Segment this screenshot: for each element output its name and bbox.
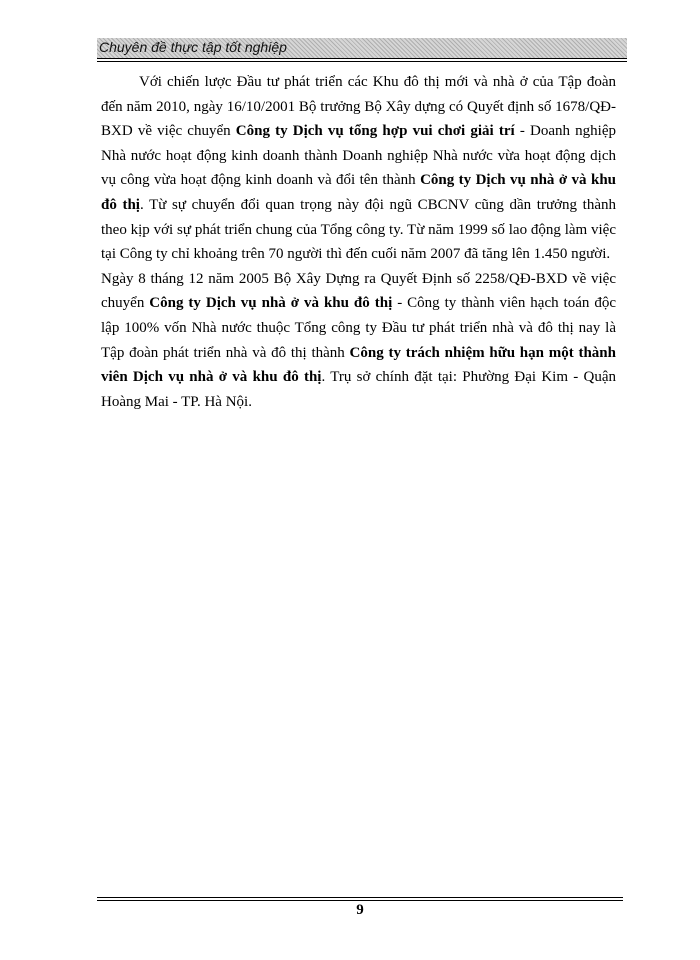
- page-header-band: [97, 38, 627, 58]
- document-body: [101, 70, 616, 414]
- paragraph-1: [101, 70, 616, 267]
- paragraph-2: [101, 267, 616, 415]
- header-rule-top: [97, 58, 627, 59]
- footer-rule-top: [97, 897, 623, 898]
- page-number: 9: [356, 902, 364, 918]
- header-rule-bottom: [97, 61, 627, 62]
- footer-rule-bottom: [97, 900, 623, 901]
- header-title: Chuyên đề thực tập tốt nghiệp: [99, 39, 287, 55]
- p2-run-0: Ngày 8 tháng 12 năm 2005 Bộ Xây Dựng ra Quyết Định số 2258/QĐ-BXD về việc chuyển: [101, 270, 616, 312]
- p2-run-1: Công ty Dịch vụ nhà ở và khu đô thị: [149, 295, 393, 312]
- p1-run-2: - Doanh nghiệp Nhà nước hoạt động kinh doanh thành Doanh nghiệp Nhà nước vừa hoạt động dịch vụ công vừa hoạt động kinh doanh và đổi tên thành: [101, 123, 616, 189]
- p2-run-4: . Trụ sở chính đặt tại: Phường Đại Kim - Quận Hoàng Mai - TP. Hà Nội.: [101, 369, 617, 410]
- p2-run-2: - Công ty thành viên hạch toán độc lập 100% vốn Nhà nước thuộc Tổng công ty Đầu tư phát triển nhà và đô thị nay là Tập đoàn phát triển nhà và đô thị thành: [101, 295, 616, 361]
- p1-run-3: Công ty Dịch vụ nhà ở và khu đô thị: [101, 172, 616, 213]
- p1-run-4: . Từ sự chuyển đổi quan trọng này đội ngũ CBCNV cũng dần trưởng thành theo kịp với sự phát triển chung của Tổng công ty. Từ năm 1999 số lao động làm việc tại Công ty chỉ khoảng trên 70 người thì đến cuối năm 2007 đã tăng lên 1.450 người.: [101, 196, 616, 263]
- p1-run-1: Công ty Dịch vụ tổng hợp vui chơi giải trí: [235, 123, 515, 140]
- p1-run-0: Với chiến lược Đầu tư phát triển các Khu đô thị mới và nhà ở của Tập đoàn đến năm 2010, ngày 16/10/2001 Bộ trưởng Bộ Xây dựng có Quyết định số 1678/QĐ-BXD về việc chuyển: [101, 74, 616, 140]
- p2-run-3: Công ty trách nhiệm hữu hạn một thành viên Dịch vụ nhà ở và khu đô thị: [101, 344, 616, 386]
